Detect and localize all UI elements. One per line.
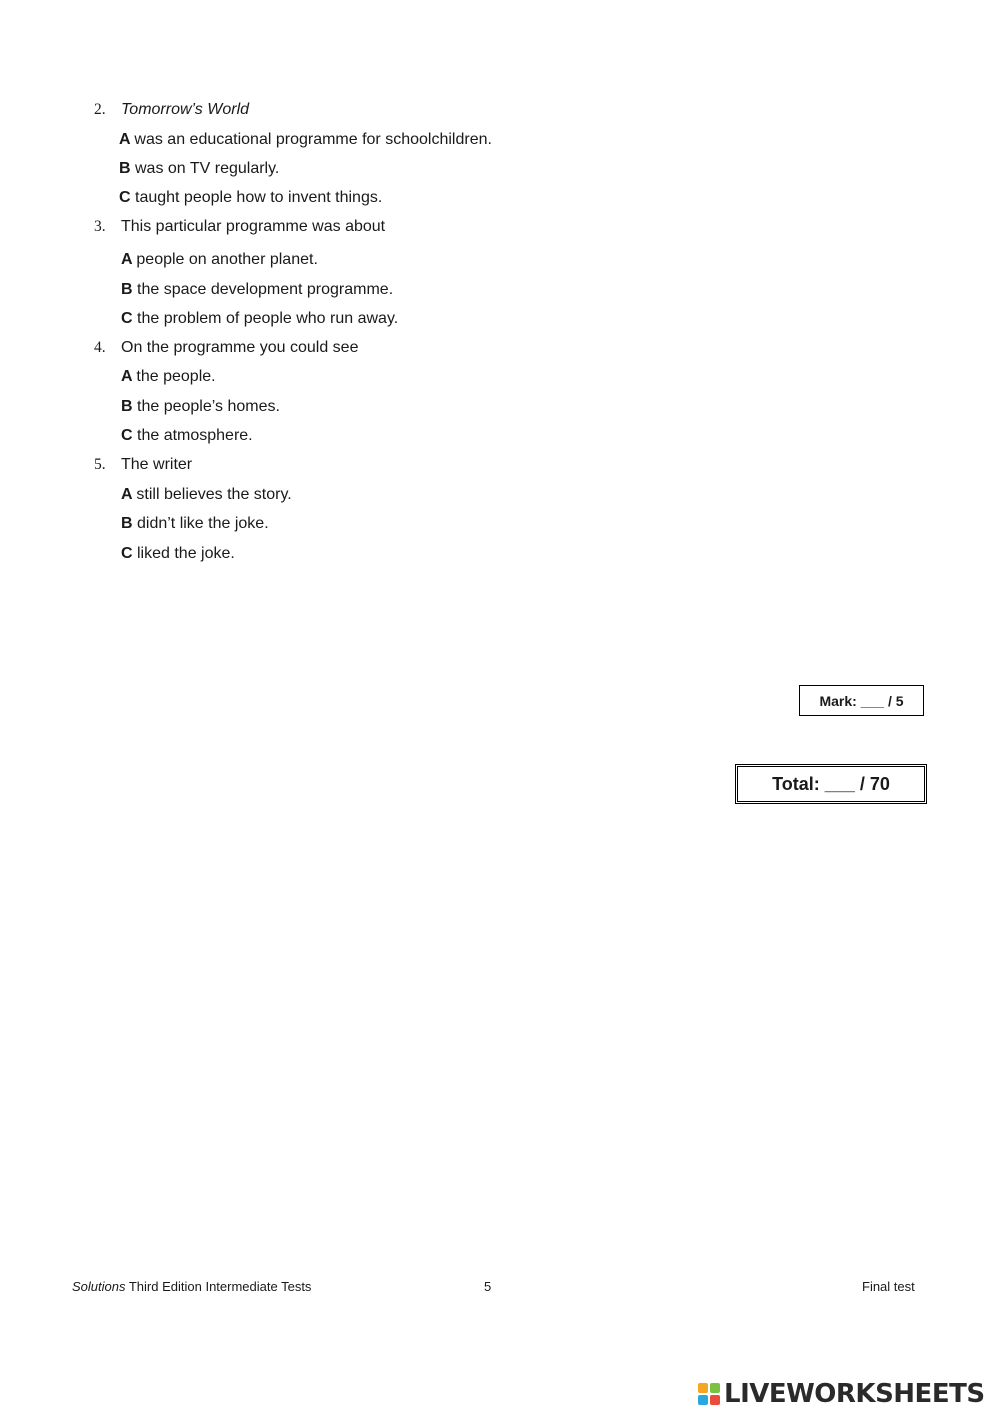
question-text: Tomorrow’s World	[121, 101, 250, 118]
option-text: liked the joke.	[137, 545, 235, 562]
option-letter: C	[121, 427, 137, 444]
option-letter: C	[121, 545, 137, 562]
total-box: Total: ___ / 70	[735, 764, 927, 804]
question-number: 2.	[94, 101, 106, 118]
option-letter: B	[119, 160, 135, 177]
option-letter: B	[121, 398, 137, 415]
logo-text: LIVEWORKSHEETS	[724, 1379, 985, 1409]
option-text: was on TV regularly.	[135, 160, 280, 177]
option-b[interactable]	[121, 281, 393, 299]
logo-icon	[698, 1383, 720, 1405]
option-letter: C	[119, 189, 135, 206]
option-b[interactable]	[121, 515, 269, 533]
option-a[interactable]	[121, 251, 318, 269]
option-text: didn’t like the joke.	[137, 515, 269, 532]
logo-square	[698, 1383, 708, 1393]
question-text: The writer	[121, 456, 193, 473]
option-c[interactable]	[119, 189, 382, 207]
option-letter: A	[121, 251, 137, 268]
logo-square	[698, 1395, 708, 1405]
logo-square	[710, 1395, 720, 1405]
option-c[interactable]	[121, 427, 253, 445]
option-text: the people’s homes.	[137, 398, 280, 415]
option-b[interactable]	[119, 160, 279, 178]
option-text: the people.	[136, 368, 216, 385]
option-text: the atmosphere.	[137, 427, 253, 444]
option-letter: A	[121, 368, 137, 385]
option-text: people on another planet.	[136, 251, 318, 268]
mark-box: Mark: ___ / 5	[799, 685, 924, 716]
footer-series-title: Solutions	[72, 1279, 126, 1294]
option-b[interactable]	[121, 398, 280, 416]
option-a[interactable]	[121, 486, 292, 504]
option-text: the space development programme.	[137, 281, 394, 298]
option-text: was an educational programme for schoolchildren.	[134, 131, 492, 148]
logo-square	[710, 1383, 720, 1393]
footer-section: Final test	[862, 1279, 915, 1294]
option-letter: A	[121, 486, 137, 503]
footer-page-number: 5	[484, 1279, 492, 1294]
question-number: 5.	[94, 456, 106, 473]
option-a[interactable]	[119, 131, 492, 149]
option-c[interactable]	[121, 310, 398, 328]
option-letter: A	[119, 131, 135, 148]
question-text: On the programme you could see	[121, 339, 359, 356]
option-text: taught people how to invent things.	[135, 189, 383, 206]
option-letter: C	[121, 310, 137, 327]
liveworksheets-logo[interactable]	[698, 1379, 985, 1409]
option-letter: B	[121, 281, 137, 298]
question-number: 4.	[94, 339, 106, 356]
option-text: the problem of people who run away.	[137, 310, 399, 327]
question-number: 3.	[94, 218, 106, 235]
footer-series-rest: Third Edition Intermediate Tests	[125, 1279, 312, 1294]
question-text: This particular programme was about	[121, 218, 386, 235]
option-letter: B	[121, 515, 137, 532]
footer-series	[72, 1279, 311, 1294]
option-c[interactable]	[121, 545, 235, 563]
option-text: still believes the story.	[136, 486, 292, 503]
option-a[interactable]	[121, 368, 216, 386]
